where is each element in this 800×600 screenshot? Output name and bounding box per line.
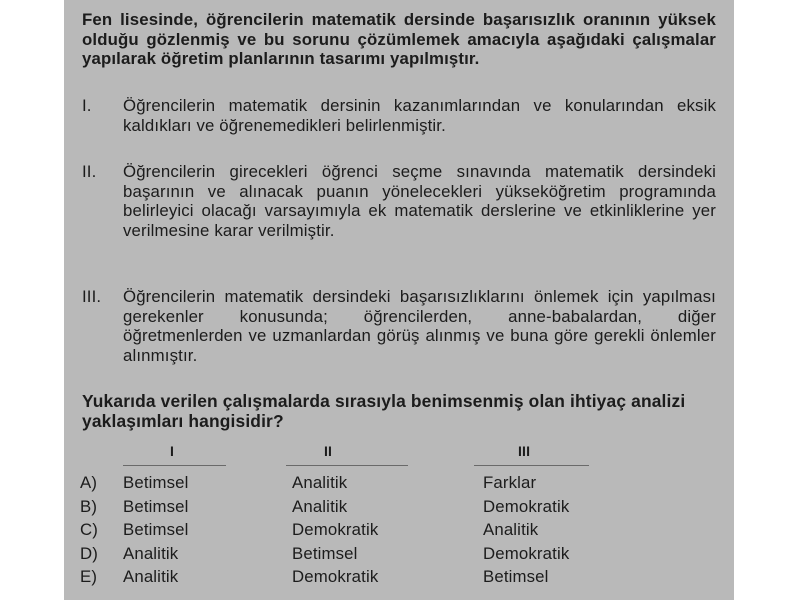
option-e[interactable] [64, 567, 734, 589]
statement-text: Öğrencilerin matematik dersinin kazanımlarından ve konularından eksik kaldıkları ve öğrenemedikleri belirlenmiştir. [123, 96, 716, 135]
option-value-1: Analitik [123, 544, 179, 563]
option-value-1: Betimsel [123, 520, 189, 539]
option-value-1: Betimsel [123, 473, 189, 492]
option-letter: B) [80, 497, 98, 516]
option-value-3: Farklar [483, 473, 537, 492]
question-panel [64, 0, 734, 600]
question-stem: Yukarıda verilen çalışmalarda sırasıyla benimsenmiş olan ihtiyaç analizi yaklaşımları hangisidir? [82, 391, 686, 431]
option-a[interactable] [64, 473, 734, 495]
option-value-2: Demokratik [292, 520, 379, 539]
option-value-3: Analitik [483, 520, 539, 539]
option-value-2: Analitik [292, 497, 348, 516]
statement-text: Öğrencilerin matematik dersindeki başarısızlıklarını önlemek için yapılması gerekenler konusunda; öğrencilerden, anne-babalardan, diğer öğretmenlerden ve uzmanlardan görüş alınmış ve buna göre gerekli önlemler alınmıştır. [123, 287, 716, 365]
option-letter: A) [80, 473, 98, 492]
option-b[interactable] [64, 497, 734, 519]
option-value-2: Demokratik [292, 567, 379, 586]
option-value-3: Demokratik [483, 544, 570, 563]
option-value-1: Betimsel [123, 497, 189, 516]
column-rule-3 [474, 465, 589, 466]
column-rule-2 [286, 465, 408, 466]
answer-options [64, 0, 734, 600]
statement-text: Öğrencilerin girecekleri öğrenci seçme sınavında matematik dersindeki başarının ve alınacak puanın yönelecekleri yükseköğretim programında belirleyici olacağı varsayımıyla ek matematik derslerine ve etkinliklerine yer verilmesine karar verilmiştir. [123, 162, 716, 240]
column-header-2: II [324, 443, 333, 459]
option-letter: C) [80, 520, 99, 539]
option-value-1: Analitik [123, 567, 179, 586]
option-value-3: Betimsel [483, 567, 549, 586]
statement-number: III. [82, 287, 102, 306]
option-value-2: Analitik [292, 473, 348, 492]
option-letter: D) [80, 544, 99, 563]
option-c[interactable] [64, 520, 734, 542]
statement-number: II. [82, 162, 97, 181]
column-rule-1 [123, 465, 226, 466]
option-value-2: Betimsel [292, 544, 358, 563]
option-value-3: Demokratik [483, 497, 570, 516]
column-header-3: III [518, 443, 531, 459]
column-header-1: I [170, 443, 175, 459]
option-d[interactable] [64, 544, 734, 566]
option-letter: E) [80, 567, 98, 586]
question-intro: Fen lisesinde, öğrencilerin matematik dersinde başarısızlık oranının yüksek olduğu gözlenmiş ve bu sorunu çözümlemek amacıyla aşağıdaki çalışmalar yapılarak öğretim planlarının tasarımı yapılmıştır. [82, 10, 716, 69]
statement-number: I. [82, 96, 92, 115]
